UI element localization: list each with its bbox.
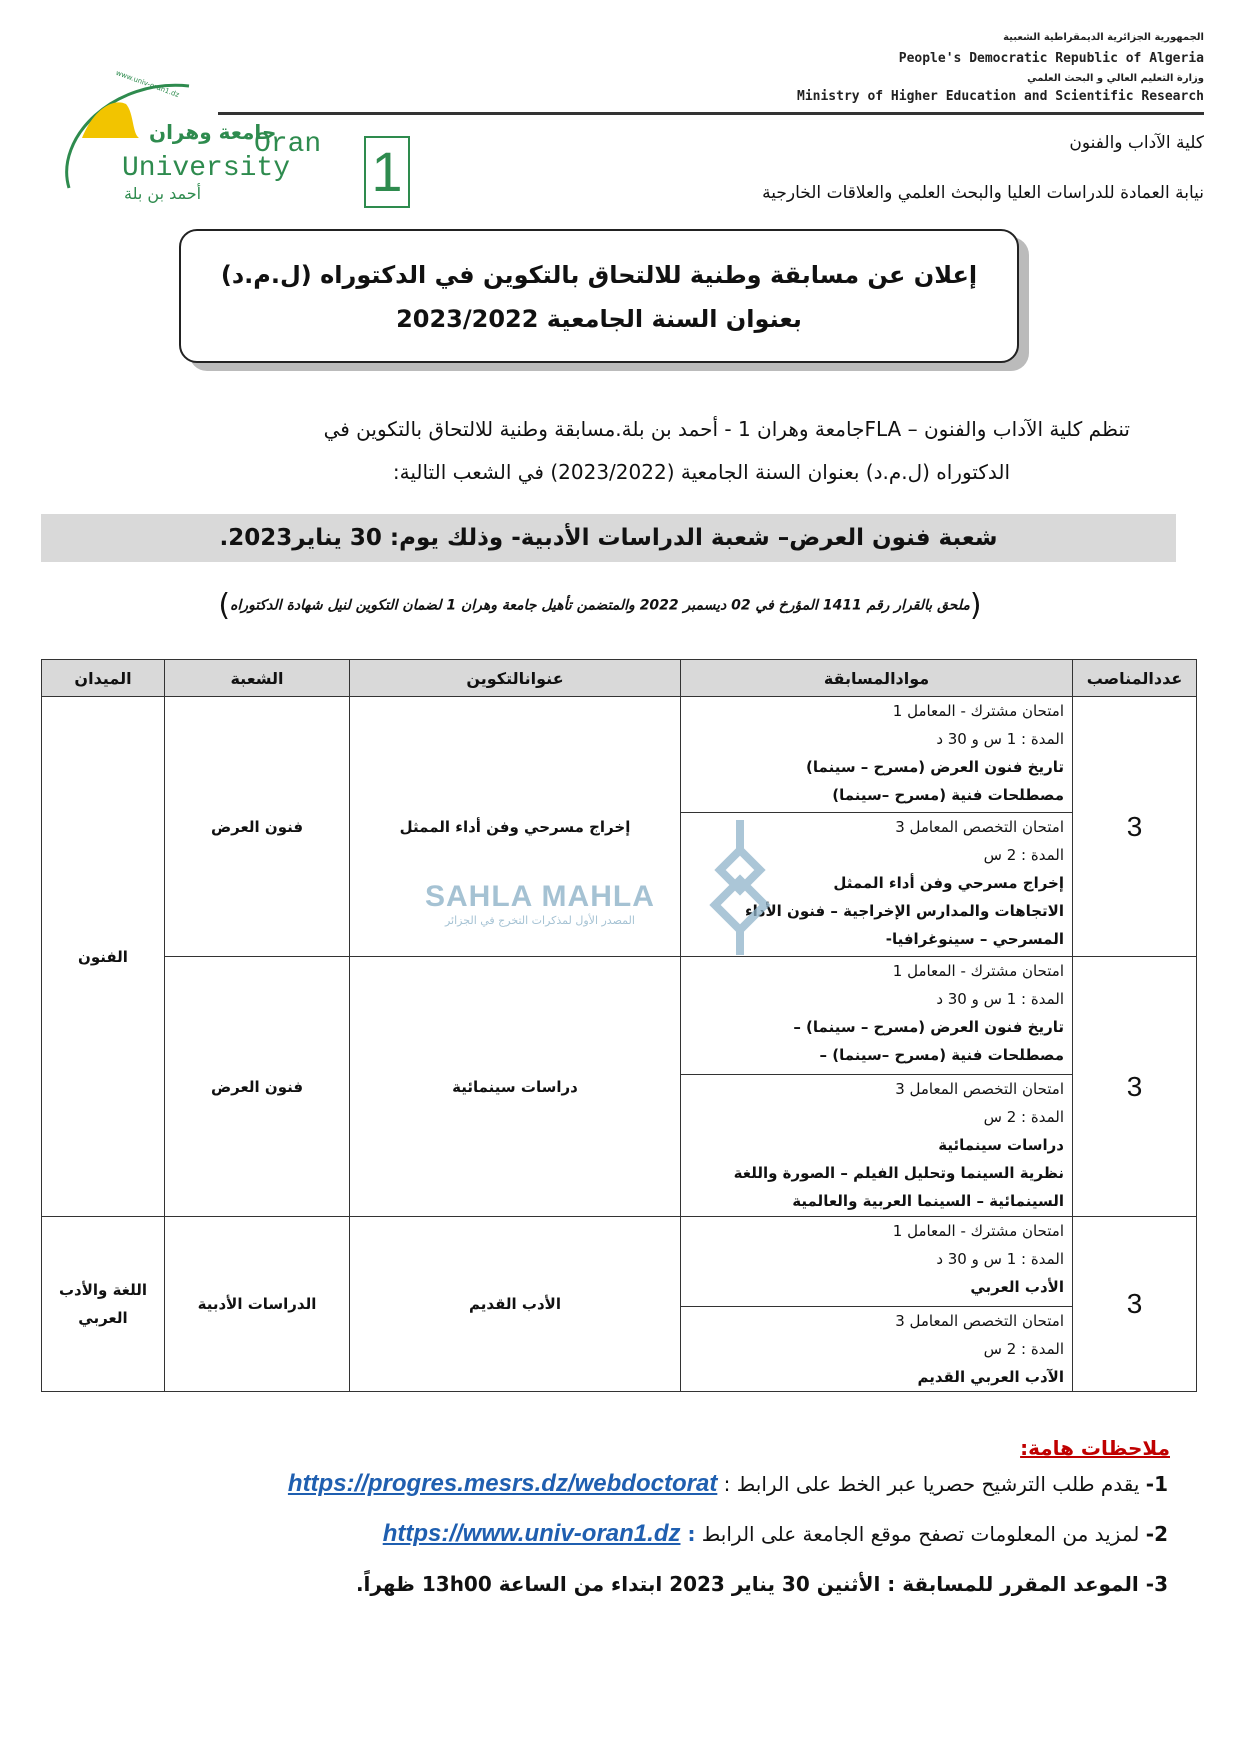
exam-subject: الأدب العربي: [970, 1278, 1064, 1296]
table-row: [42, 957, 1197, 1075]
exam-subject: مصطلحات فنية (مسرح –سينما): [832, 786, 1064, 804]
training-title: الأدب القديم: [350, 1217, 681, 1392]
watermark-logo-icon: [705, 810, 775, 960]
university-site-link[interactable]: https://www.univ-oran1.dz: [382, 1520, 681, 1547]
header-subjects: موادالمسابقة: [681, 660, 1073, 697]
republic-arabic: الجمهورية الجزائرية الديمقراطية الشعبية: [1003, 32, 1204, 43]
exam-line: امتحان مشترك - المعامل 1: [892, 962, 1064, 980]
exam-subject: دراسات سينمائية: [938, 1136, 1064, 1154]
exam-subject: نظرية السينما وتحليل الفيلم – الصورة واللغة: [733, 1164, 1064, 1182]
logo-number: 1: [364, 136, 410, 208]
positions-count: 3: [1073, 957, 1197, 1217]
republic-english: People's Democratic Republic of Algeria: [898, 51, 1204, 66]
exam-duration: المدة : 1 س و 30 د: [936, 1250, 1064, 1268]
decree-note-text: ملحق بالقرار رقم 1411 المؤرخ في 02 ديسمبر 2022 والمتضمن تأهيل جامعة وهران 1 لضمان التكوين لنيل شهادة الدكتوراه: [230, 597, 970, 614]
decree-note: (ملحق بالقرار رقم 1411 المؤرخ في 02 ديسمبر 2022 والمتضمن تأهيل جامعة وهران 1 لضمان التكوين لنيل شهادة الدكتوراه): [218, 588, 982, 623]
exam-subject: تاريخ فنون العرض (مسرح – سينما): [806, 758, 1064, 776]
field-name: الفنون: [42, 697, 165, 1217]
note-text: الموعد المقرر للمسابقة : الأثنين 30 يناير 2023 ابتداء من الساعة 13h00 ظهراً.: [355, 1572, 1146, 1596]
exam-subject: السينمائية – السينما العربية والعالمية: [792, 1192, 1064, 1210]
common-exam-cell: [681, 957, 1073, 1075]
announcement-title: [179, 229, 1019, 363]
note-separator: :: [680, 1522, 696, 1546]
watermark: [425, 880, 655, 927]
intro-line-2: الدكتوراه (ل.م.د) بعنوان السنة الجامعية (2023/2022) في الشعب التالية:: [392, 460, 1010, 484]
exam-duration: المدة : 2 س: [983, 1108, 1064, 1126]
header-positions: عددالمناصب: [1073, 660, 1197, 697]
exam-duration: المدة : 1 س و 30 د: [936, 990, 1064, 1008]
note-item-3: [356, 1572, 1168, 1596]
note-text: يقدم طلب الترشيح حصريا عبر الخط على الرابط :: [717, 1472, 1146, 1496]
logo-name-university: University: [122, 153, 291, 184]
exam-duration: المدة : 1 س و 30 د: [936, 730, 1064, 748]
webdoctorat-link[interactable]: https://progres.mesrs.dz/webdoctorat: [287, 1470, 718, 1497]
note-item-2: [383, 1520, 1168, 1548]
title-line-1: إعلان عن مسابقة وطنية للالتحاق بالتكوين في الدكتوراه (ل.م.د): [220, 261, 978, 289]
exam-subject: الاتجاهات والمدارس الإخراجية – فنون الأداء: [745, 902, 1064, 920]
positions-count: 3: [1073, 1217, 1197, 1392]
common-exam-cell: [681, 697, 1073, 813]
exam-subject: إخراج مسرحي وفن أداء الممثل: [833, 874, 1064, 892]
logo-url: www.univ-oran1.dz: [114, 68, 181, 100]
logo-name-oran: Oran: [254, 129, 322, 160]
exam-line: امتحان التخصص المعامل 3: [895, 818, 1064, 836]
competition-table: [41, 659, 1197, 1392]
exam-duration: المدة : 2 س: [983, 1340, 1064, 1358]
header-training: عنوانالتكوين: [350, 660, 681, 697]
exam-line: امتحان مشترك - المعامل 1: [892, 1222, 1064, 1240]
note-text: لمزيد من المعلومات تصفح موقع الجامعة على الرابط: [695, 1522, 1146, 1546]
ministry-english: Ministry of Higher Education and Scientific Research: [797, 89, 1204, 104]
training-title: دراسات سينمائية: [350, 957, 681, 1217]
intro-line-1: تنظم كلية الآداب والفنون – FLAجامعة وهران 1 - أحمد بن بلة.مسابقة وطنية للالتحاق بالتكوين في: [323, 417, 1130, 441]
university-logo: [54, 68, 414, 213]
branch-name: فنون العرض: [165, 697, 350, 957]
branch-name: الدراسات الأدبية: [165, 1217, 350, 1392]
logo-arc-icon: [54, 78, 414, 213]
exam-subject: مصطلحات فنية (مسرح –سينما) –: [819, 1046, 1064, 1064]
specialty-exam-cell: [681, 1307, 1073, 1392]
header-field: الميدان: [42, 660, 165, 697]
table-header-row: [42, 660, 1197, 697]
note-item-1: [288, 1470, 1168, 1498]
exam-subject: المسرحي – سينوغرافيا-: [885, 930, 1064, 948]
watermark-tagline: المصدر الأول لمذكرات التخرج في الجزائر: [444, 914, 635, 927]
intro-paragraph: [90, 408, 1130, 494]
note-number: 1-: [1145, 1472, 1168, 1496]
branches-date-banner: شعبة فنون العرض– شعبة الدراسات الأدبية- وذلك يوم: 30 يناير2023.: [41, 514, 1176, 562]
branch-name: فنون العرض: [165, 957, 350, 1217]
note-number: 2-: [1145, 1522, 1168, 1546]
exam-line: امتحان مشترك - المعامل 1: [892, 702, 1064, 720]
training-title: إخراج مسرحي وفن أداء الممثل: [350, 697, 681, 957]
note-number: 3-: [1145, 1572, 1168, 1596]
watermark-brand: SAHLA MAHLA: [425, 880, 655, 913]
logo-person-name: أحمد بن بلة: [124, 184, 202, 203]
exam-duration: المدة : 2 س: [983, 846, 1064, 864]
table-row: [42, 697, 1197, 813]
header-branch: الشعبة: [165, 660, 350, 697]
vice-deanship: نيابة العمادة للدراسات العليا والبحث العلمي والعلاقات الخارجية: [762, 183, 1204, 203]
common-exam-cell: [681, 1217, 1073, 1307]
notes-heading: ملاحظات هامة:: [1020, 1436, 1170, 1460]
exam-line: امتحان التخصص المعامل 3: [895, 1080, 1064, 1098]
exam-line: امتحان التخصص المعامل 3: [895, 1312, 1064, 1330]
exam-subject: تاريخ فنون العرض (مسرح – سينما) –: [793, 1018, 1064, 1036]
specialty-exam-cell: [681, 1075, 1073, 1217]
faculty-name: كلية الآداب والفنون: [1069, 133, 1204, 153]
logo-name-arabic: جامعة وهران: [149, 120, 277, 144]
ministry-arabic: وزارة التعليم العالي و البحث العلمي: [1027, 73, 1204, 84]
field-name: اللغة والأدب العربي: [42, 1217, 165, 1392]
table-row: [42, 1217, 1197, 1307]
positions-count: 3: [1073, 697, 1197, 957]
exam-subject: الآدب العربي القديم: [917, 1368, 1064, 1386]
title-line-2: بعنوان السنة الجامعية 2023/2022: [396, 305, 802, 333]
